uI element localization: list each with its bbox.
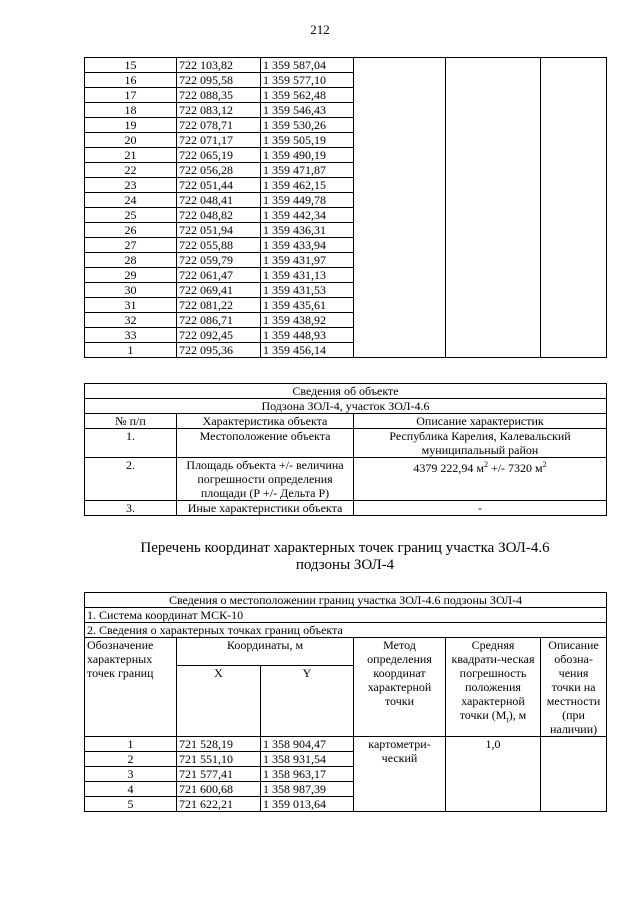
y-coordinate: 1 359 530,26 bbox=[261, 118, 354, 133]
point-number: 22 bbox=[85, 163, 177, 178]
row-number: 3. bbox=[85, 501, 177, 516]
point-number: 33 bbox=[85, 328, 177, 343]
location-table-title: Сведения о местоположении границ участка ЗОЛ-4.6 подзоны ЗОЛ-4 bbox=[85, 593, 607, 608]
x-coordinate: 722 083,12 bbox=[177, 103, 261, 118]
col-header-description: Описание характеристик bbox=[354, 414, 607, 429]
y-coordinate: 1 359 431,13 bbox=[261, 268, 354, 283]
row-number: 1. bbox=[85, 429, 177, 458]
point-number: 26 bbox=[85, 223, 177, 238]
row-characteristic: Иные характеристики объекта bbox=[177, 501, 354, 516]
method-value: картометри-ческий bbox=[354, 737, 446, 812]
object-info-table bbox=[84, 383, 607, 516]
point-number: 15 bbox=[85, 58, 177, 73]
x-coordinate: 722 095,58 bbox=[177, 73, 261, 88]
row-description bbox=[354, 458, 607, 501]
y-coordinate: 1 358 904,47 bbox=[261, 737, 354, 752]
y-coordinate: 1 359 448,93 bbox=[261, 328, 354, 343]
col-header-coordinates: Координаты, м bbox=[177, 638, 354, 666]
section-heading bbox=[84, 540, 606, 574]
row-number: 2. bbox=[85, 458, 177, 501]
table-row bbox=[85, 58, 607, 73]
area-unit-superscript: 2 bbox=[483, 460, 488, 469]
x-coordinate: 722 051,94 bbox=[177, 223, 261, 238]
col-header-method: Метод определения координат характерной точки bbox=[354, 638, 446, 737]
y-coordinate: 1 359 490,19 bbox=[261, 148, 354, 163]
x-coordinate: 722 071,17 bbox=[177, 133, 261, 148]
x-coordinate: 721 528,19 bbox=[177, 737, 261, 752]
point-number: 24 bbox=[85, 193, 177, 208]
error-header-unit: ), м bbox=[508, 708, 527, 722]
y-coordinate: 1 359 433,94 bbox=[261, 238, 354, 253]
y-coordinate: 1 359 431,53 bbox=[261, 283, 354, 298]
x-coordinate: 722 069,41 bbox=[177, 283, 261, 298]
point-number: 25 bbox=[85, 208, 177, 223]
y-coordinate: 1 359 456,14 bbox=[261, 343, 354, 358]
y-coordinate: 1 359 435,61 bbox=[261, 298, 354, 313]
point-number: 4 bbox=[85, 782, 177, 797]
x-coordinate: 722 078,71 bbox=[177, 118, 261, 133]
point-number: 16 bbox=[85, 73, 177, 88]
area-value: 4379 222,94 м bbox=[413, 461, 484, 475]
x-coordinate: 721 600,68 bbox=[177, 782, 261, 797]
point-number: 32 bbox=[85, 313, 177, 328]
y-coordinate: 1 359 587,04 bbox=[261, 58, 354, 73]
error-header-text: Средняя квадрати-ческая погрешность положения характерной точки (M bbox=[451, 638, 535, 722]
section-heading-line-1: Перечень координат характерных точек границ участка ЗОЛ-4.6 bbox=[140, 540, 550, 556]
object-info-subtitle: Подзона ЗОЛ-4, участок ЗОЛ-4.6 bbox=[85, 399, 607, 414]
object-info-row bbox=[85, 501, 607, 516]
y-coordinate: 1 359 431,97 bbox=[261, 253, 354, 268]
x-coordinate: 722 088,35 bbox=[177, 88, 261, 103]
point-number: 3 bbox=[85, 767, 177, 782]
y-coordinate: 1 359 442,34 bbox=[261, 208, 354, 223]
x-coordinate: 721 551,10 bbox=[177, 752, 261, 767]
x-coordinate: 722 056,28 bbox=[177, 163, 261, 178]
col-header-number: № п/п bbox=[85, 414, 177, 429]
row-description: - bbox=[354, 501, 607, 516]
object-info-row bbox=[85, 458, 607, 501]
point-number: 17 bbox=[85, 88, 177, 103]
x-coordinate: 722 095,36 bbox=[177, 343, 261, 358]
point-number: 30 bbox=[85, 283, 177, 298]
x-coordinate: 722 103,82 bbox=[177, 58, 261, 73]
x-coordinate: 722 092,45 bbox=[177, 328, 261, 343]
x-coordinate: 722 081,22 bbox=[177, 298, 261, 313]
col-header-error bbox=[446, 638, 541, 737]
point-number: 31 bbox=[85, 298, 177, 313]
x-coordinate: 722 048,41 bbox=[177, 193, 261, 208]
empty-method-column bbox=[354, 58, 446, 358]
empty-description-column bbox=[541, 58, 607, 358]
y-coordinate: 1 358 963,17 bbox=[261, 767, 354, 782]
point-number: 19 bbox=[85, 118, 177, 133]
table-row bbox=[85, 737, 607, 752]
y-coordinate: 1 359 438,92 bbox=[261, 313, 354, 328]
x-coordinate: 721 622,21 bbox=[177, 797, 261, 812]
y-coordinate: 1 359 505,19 bbox=[261, 133, 354, 148]
row-description: Республика Карелия, Калевальский муниципальный район bbox=[354, 429, 607, 458]
x-coordinate: 722 055,88 bbox=[177, 238, 261, 253]
col-header-characteristic: Характеристика объекта bbox=[177, 414, 354, 429]
page-number: 212 bbox=[310, 22, 330, 37]
x-coordinate: 722 059,79 bbox=[177, 253, 261, 268]
col-header-point-description: Описание обозна-чения точки на местности (при наличии) bbox=[541, 638, 607, 737]
y-coordinate: 1 359 013,64 bbox=[261, 797, 354, 812]
x-coordinate: 722 048,82 bbox=[177, 208, 261, 223]
empty-description-column bbox=[541, 737, 607, 812]
location-table bbox=[84, 592, 607, 812]
x-coordinate: 722 086,71 bbox=[177, 313, 261, 328]
point-number: 5 bbox=[85, 797, 177, 812]
x-coordinate: 721 577,41 bbox=[177, 767, 261, 782]
y-coordinate: 1 359 436,31 bbox=[261, 223, 354, 238]
point-number: 1 bbox=[85, 343, 177, 358]
point-number: 28 bbox=[85, 253, 177, 268]
error-value: 1,0 bbox=[446, 737, 541, 812]
point-number: 20 bbox=[85, 133, 177, 148]
y-coordinate: 1 358 931,54 bbox=[261, 752, 354, 767]
error-header-subscript: t bbox=[506, 715, 509, 725]
section-heading-line-2: подзоны ЗОЛ-4 bbox=[295, 557, 395, 573]
object-info-row bbox=[85, 429, 607, 458]
point-number: 18 bbox=[85, 103, 177, 118]
point-number: 29 bbox=[85, 268, 177, 283]
coordinate-system: 1. Система координат МСК-10 bbox=[85, 608, 607, 623]
y-coordinate: 1 359 462,15 bbox=[261, 178, 354, 193]
empty-error-column bbox=[446, 58, 541, 358]
y-coordinate: 1 359 577,10 bbox=[261, 73, 354, 88]
points-section-title: 2. Сведения о характерных точках границ объекта bbox=[85, 623, 607, 638]
point-number: 2 bbox=[85, 752, 177, 767]
y-coordinate: 1 359 562,48 bbox=[261, 88, 354, 103]
x-coordinate: 722 051,44 bbox=[177, 178, 261, 193]
y-coordinate: 1 358 987,39 bbox=[261, 782, 354, 797]
col-header-designation: Обозначение характерных точек границ bbox=[85, 638, 177, 737]
point-number: 21 bbox=[85, 148, 177, 163]
point-number: 27 bbox=[85, 238, 177, 253]
coordinates-table-continued bbox=[84, 57, 607, 358]
area-error-unit-superscript: 2 bbox=[542, 460, 547, 469]
x-coordinate: 722 065,19 bbox=[177, 148, 261, 163]
y-coordinate: 1 359 449,78 bbox=[261, 193, 354, 208]
row-characteristic: Площадь объекта +/- величина погрешности определения площади (Р +/- Дельта Р) bbox=[177, 458, 354, 501]
y-coordinate: 1 359 546,43 bbox=[261, 103, 354, 118]
point-number: 1 bbox=[85, 737, 177, 752]
col-header-y: Y bbox=[261, 666, 354, 737]
row-characteristic: Местоположение объекта bbox=[177, 429, 354, 458]
object-info-title: Сведения об объекте bbox=[85, 384, 607, 399]
col-header-x: X bbox=[177, 666, 261, 737]
y-coordinate: 1 359 471,87 bbox=[261, 163, 354, 178]
point-number: 23 bbox=[85, 178, 177, 193]
x-coordinate: 722 061,47 bbox=[177, 268, 261, 283]
area-error-value: +/- 7320 м bbox=[487, 461, 543, 475]
